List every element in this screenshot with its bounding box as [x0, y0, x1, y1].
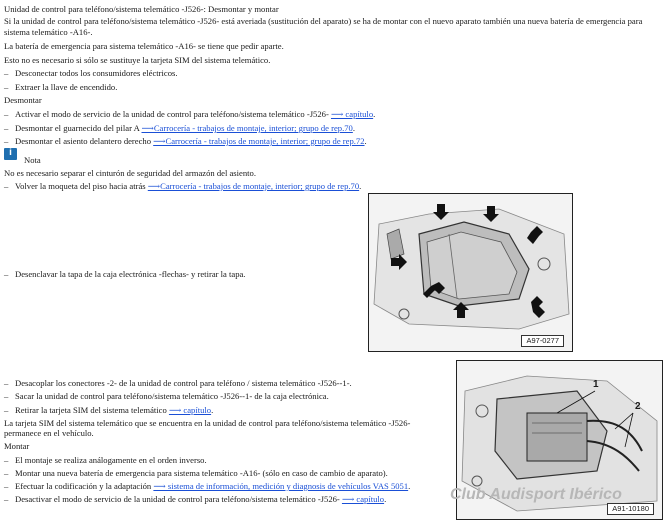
step-deactivate: – Desactivar el modo de servicio de la unidad de control para teléfono/sistema telemático -J526- ⟶ capítulo.: [4, 494, 387, 504]
step-sim: – Retirar la tarjeta SIM del sistema telemático ⟶ capítulo.: [4, 405, 214, 415]
sim-note: Esto no es necesario si sólo se sustituye la tarjeta SIM del sistema telemático.: [4, 55, 271, 65]
section-remove-heading: Desmontar: [4, 95, 42, 105]
step-service-mode: – Activar el modo de servicio de la unidad de control para teléfono/sistema telemático -J526- ⟶ capítulo.: [4, 109, 376, 119]
figure-2-label-2: 2: [635, 401, 641, 412]
step-text: Desmontar el guarnecido del pilar A: [15, 123, 140, 133]
step-text: Activar el modo de servicio de la unidad de control para teléfono/sistema telemático -J526-: [15, 109, 329, 119]
note-text: No es necesario separar el cinturón de seguridad del armazón del asiento.: [4, 168, 256, 178]
step-text: Retirar la tarjeta SIM del sistema telemático: [15, 405, 167, 415]
step-disconnect: – Desconectar todos los consumidores eléctricos.: [4, 68, 178, 78]
battery-note: La batería de emergencia para sistema telemático -A16- se tiene que pedir aparte.: [4, 41, 284, 51]
page-title: Unidad de control para teléfono/sistema telemático -J526-: Desmontar y montar: [4, 4, 279, 14]
step-text: Efectuar la codificación y la adaptación: [15, 481, 152, 491]
figure-1-code: A97-0277: [521, 335, 564, 347]
step-pillar: – Desmontar el guarnecido del pilar A ⟶Carrocería - trabajos de montaje, interior; grupo de rep.70.: [4, 123, 355, 133]
figure-electronics-box-cover: [368, 193, 573, 352]
step-unclip: – Desenclavar la tapa de la caja electrónica -flechas- y retirar la tapa.: [4, 269, 246, 279]
link-capitulo-b[interactable]: ⟶ capítulo: [168, 405, 212, 415]
link-carroceria-72[interactable]: ⟶Carrocería - trabajos de montaje, interior; grupo de rep.72: [153, 136, 365, 146]
link-carroceria-70b[interactable]: ⟶Carrocería - trabajos de montaje, interior; grupo de rep.70: [147, 181, 360, 191]
info-icon: i: [4, 148, 17, 160]
step-carpet: – Volver la moqueta del piso hacia atrás ⟶Carrocería - trabajos de montaje, interior; grupo de rep.70.: [4, 181, 362, 191]
step-text: Volver la moqueta del piso hacia atrás: [15, 181, 146, 191]
link-capitulo[interactable]: ⟶ capítulo: [330, 109, 374, 119]
step-remove-unit: – Sacar la unidad de control para teléfono/sistema telemático -J526--1- de la caja electrónica.: [4, 391, 329, 401]
step-coding: – Efectuar la codificación y la adaptación ⟶ sistema de información, medición y diagnosis de vehículos VAS 5051.: [4, 481, 411, 491]
step-text: Desenclavar la tapa de la caja electrónica -flechas- y retirar la tapa.: [15, 269, 246, 279]
figure-1-drawing: [369, 194, 572, 351]
step-text: Desmontar el asiento delantero derecho: [15, 136, 152, 146]
step-text: Desacoplar los conectores -2- de la unidad de control para teléfono / sistema telemático -J526--1-.: [15, 378, 352, 388]
step-text: Sacar la unidad de control para teléfono/sistema telemático -J526--1- de la caja electrónica.: [15, 391, 329, 401]
section-install-heading: Montar: [4, 441, 30, 451]
step-text: Extraer la llave de encendido.: [15, 82, 118, 92]
intro-paragraph: Si la unidad de control para teléfono/sistema telemático -J526- está averiada (sustitución del aparato) se ha de montar con el nuevo aparato también una nueva batería de emergencia para sistema telemático -A16-.: [4, 16, 643, 37]
step-text: Desconectar todos los consumidores eléctricos.: [15, 68, 178, 78]
step-text: Montar una nueva batería de emergencia para sistema telemático -A16- (sólo en caso de cambio de aparato).: [15, 468, 388, 478]
step-key: – Extraer la llave de encendido.: [4, 82, 118, 92]
link-capitulo-c[interactable]: ⟶ capítulo: [341, 494, 385, 504]
figure-2-code: A91-10180: [607, 503, 654, 515]
step-seat: – Desmontar el asiento delantero derecho ⟶Carrocería - trabajos de montaje, interior; grupo de rep.72.: [4, 136, 367, 146]
step-install-reverse: – El montaje se realiza análogamente en el orden inverso.: [4, 455, 207, 465]
note-label: Nota: [24, 155, 41, 165]
link-vas-5051[interactable]: ⟶ sistema de información, medición y diagnosis de vehículos VAS 5051: [153, 481, 409, 491]
step-text: Desactivar el modo de servicio de la unidad de control para teléfono/sistema telemático -J526-: [15, 494, 340, 504]
sim-text-1: La tarjeta SIM del sistema telemático que se encuentra en la unidad de control para teléfono/sistema telemático -J526-: [4, 418, 411, 428]
watermark: Club Audisport Ibérico: [450, 486, 622, 503]
step-connectors: – Desacoplar los conectores -2- de la unidad de control para teléfono / sistema telemático -J526--1-.: [4, 378, 352, 388]
step-new-battery: – Montar una nueva batería de emergencia para sistema telemático -A16- (sólo en caso de cambio de aparato).: [4, 468, 388, 478]
link-carroceria-70[interactable]: ⟶Carrocería - trabajos de montaje, interior; grupo de rep.70: [141, 123, 353, 133]
step-text: El montaje se realiza análogamente en el orden inverso.: [15, 455, 207, 465]
sim-text-2: permanece en el vehículo.: [4, 428, 94, 438]
figure-2-label-1: 1: [593, 379, 599, 390]
